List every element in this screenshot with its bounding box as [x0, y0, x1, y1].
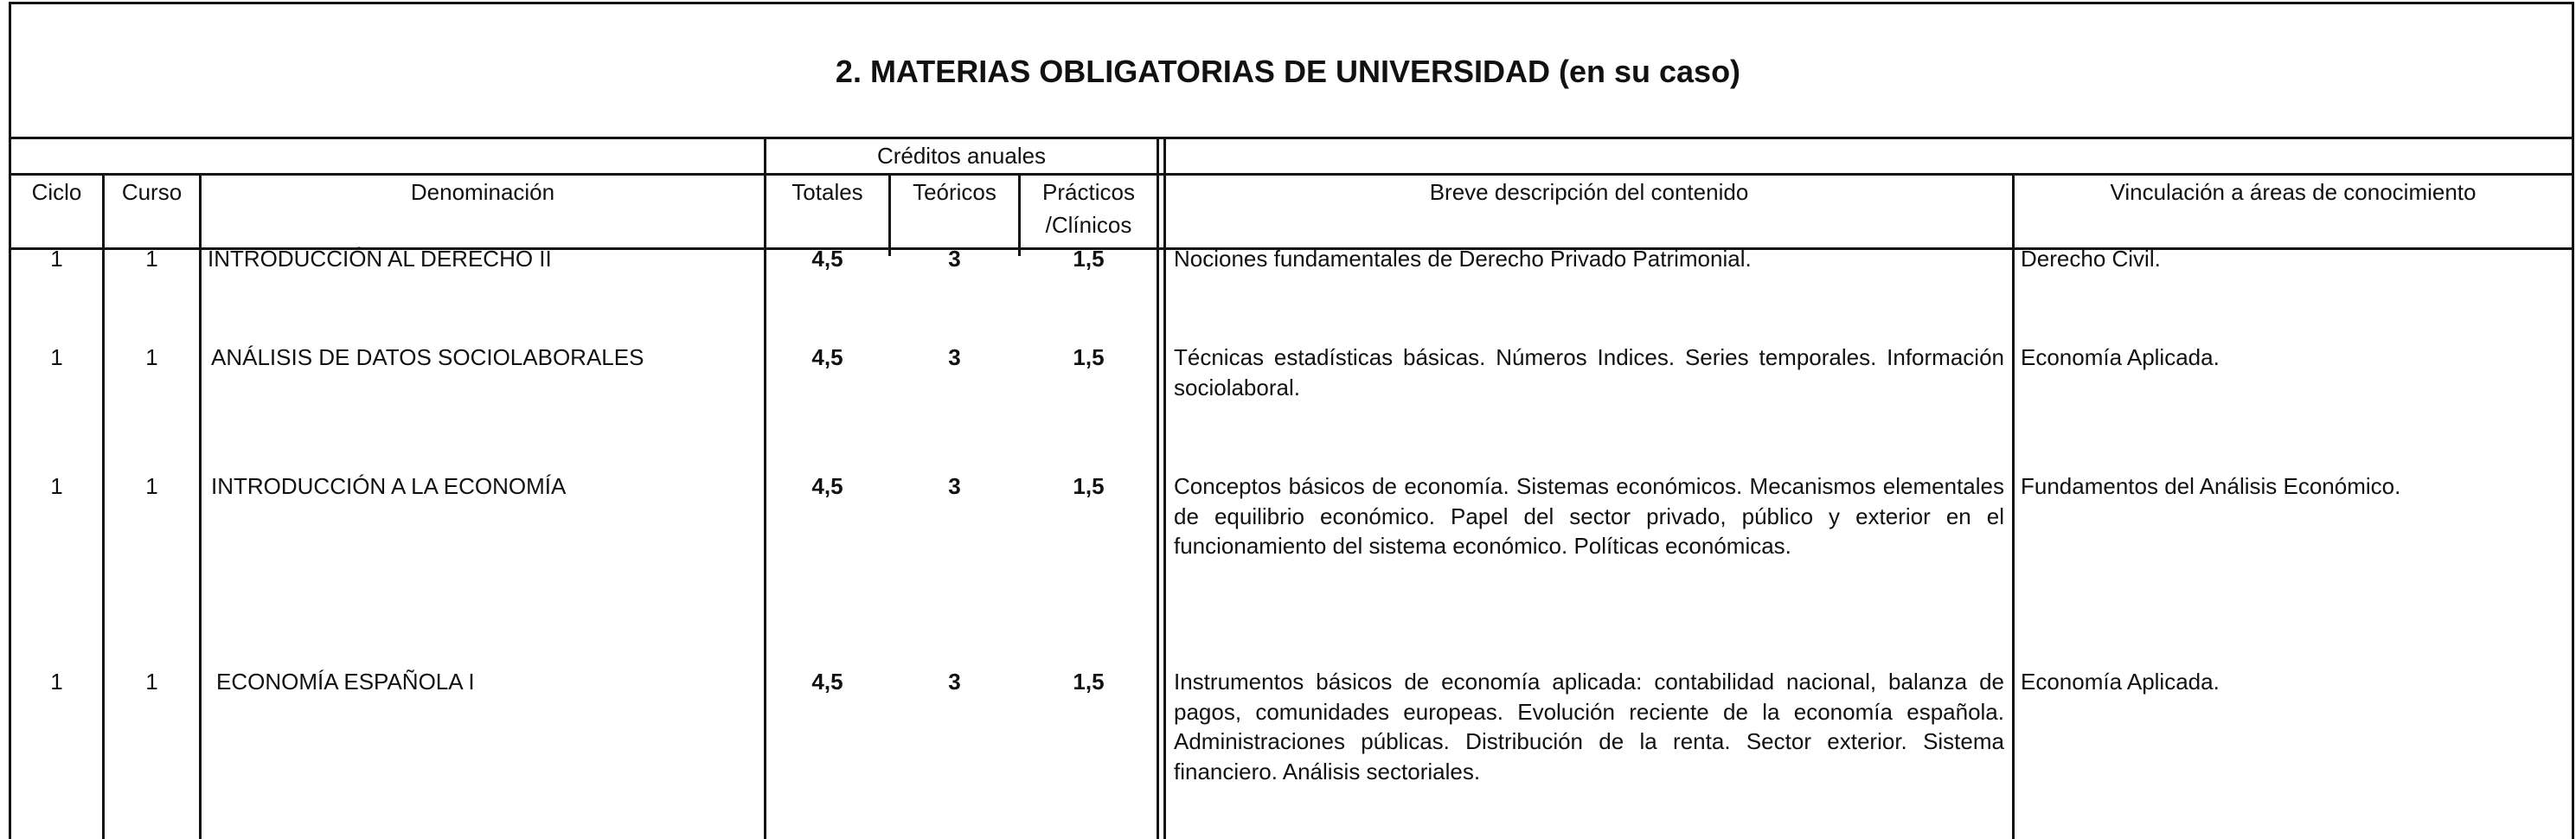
cell-totales: 4,5 [811, 344, 843, 370]
frame-left-border [9, 2, 11, 839]
title-bottom-rule [9, 137, 2574, 139]
cell-descripcion: Instrumentos básicos de economía aplicada: contabilidad nacional, balanza de pagos, comunidades europeas. Evolución reciente de la economía española. Administraciones públicas. Distribución de la renta. Sector exterior. Sistema financiero. Análisis sectoriales. [1174, 669, 2004, 785]
header-ciclo: Ciclo [31, 179, 82, 205]
cell-descripcion: Nociones fundamentales de Derecho Privado Patrimonial. [1174, 246, 1752, 272]
section-title: 2. MATERIAS OBLIGATORIAS DE UNIVERSIDAD (en su caso) [835, 54, 1741, 89]
column-rule [1163, 137, 1166, 839]
header-vinculacion: Vinculación a áreas de conocimiento [2110, 179, 2477, 205]
header-curso: Curso [121, 179, 183, 205]
header-descripcion: Breve descripción del contenido [1429, 179, 1749, 205]
cell-practicos: 1,5 [1073, 473, 1105, 499]
cell-teoricos: 3 [948, 669, 961, 695]
cell-denominacion: INTRODUCCIÓN AL DERECHO II [208, 246, 552, 272]
header-teoricos: Teóricos [913, 179, 996, 205]
cell-teoricos: 3 [948, 473, 961, 499]
cell-descripcion: Técnicas estadísticas básicas. Números Indices. Series temporales. Información sociolaboral. [1174, 344, 2004, 400]
cell-practicos: 1,5 [1073, 669, 1105, 695]
cell-descripcion: Conceptos básicos de economía. Sistemas económicos. Mecanismos elementales de equilibrio económico. Papel del sector privado, público y exterior en el funcionamiento del sistema económico. Políticas económicas. [1174, 473, 2004, 559]
cell-teoricos: 3 [948, 246, 961, 272]
column-rule [2012, 173, 2015, 839]
cell-denominacion: ECONOMÍA ESPAÑOLA I [216, 669, 475, 695]
frame-right-border [2572, 2, 2574, 839]
cell-teoricos: 3 [948, 344, 961, 370]
column-rule [199, 173, 202, 839]
cell-ciclo: 1 [50, 246, 63, 272]
cell-curso: 1 [145, 344, 158, 370]
header-practicos: Prácticos [1042, 179, 1135, 205]
cell-practicos: 1,5 [1073, 246, 1105, 272]
cell-curso: 1 [145, 473, 158, 499]
cell-vinculacion: Economía Aplicada. [2021, 669, 2220, 695]
column-rule [1157, 137, 1159, 839]
header-clinicos: /Clínicos [1045, 212, 1132, 238]
header-totales: Totales [791, 179, 863, 205]
cell-ciclo: 1 [50, 473, 63, 499]
cell-vinculacion: Fundamentos del Análisis Económico. [2021, 473, 2401, 499]
cell-vinculacion: Economía Aplicada. [2021, 344, 2220, 370]
header-denominacion: Denominación [410, 179, 555, 205]
cell-practicos: 1,5 [1073, 344, 1105, 370]
cell-denominacion: INTRODUCCIÓN A LA ECONOMÍA [211, 473, 567, 499]
cell-curso: 1 [145, 669, 158, 695]
group-header-rule [9, 173, 2574, 176]
cell-vinculacion: Derecho Civil. [2021, 246, 2161, 272]
cell-ciclo: 1 [50, 344, 63, 370]
cell-totales: 4,5 [811, 246, 843, 272]
cell-totales: 4,5 [811, 669, 843, 695]
credits-group-header: Créditos anuales [876, 143, 1047, 169]
frame-top-border [9, 2, 2574, 4]
cell-ciclo: 1 [50, 669, 63, 695]
cell-totales: 4,5 [811, 473, 843, 499]
cell-denominacion: ANÁLISIS DE DATOS SOCIOLABORALES [211, 344, 644, 370]
cell-curso: 1 [145, 246, 158, 272]
